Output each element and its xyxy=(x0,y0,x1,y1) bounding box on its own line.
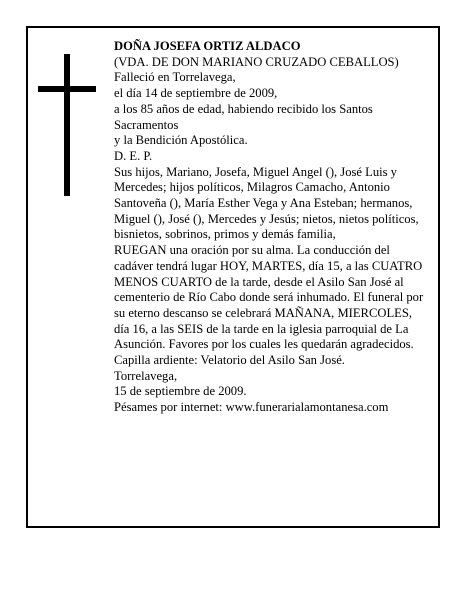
age-sacraments-line: a los 85 años de edad, habiendo recibido los Santos Sacramentos xyxy=(114,101,373,132)
family-paragraph: Sus hijos, Mariano, Josefa, Miguel Angel (), José Luis y Mercedes; hijos políticos, Milagros Camacho, Antonio Santoveña (), María Esther Vega y Ana Esteban; hermanos, Miguel (), José (), Mercedes y Jesús; nietos, nietos políticos, bisnietos, sobrinos, primos y demás familia, xyxy=(114,164,419,242)
city-line: Torrelavega, xyxy=(114,368,178,383)
chapel-line: Capilla ardiente: Velatorio del Asilo San José. xyxy=(114,353,345,368)
cross-icon-vertical-bar xyxy=(64,54,70,196)
publication-date-line: 15 de septiembre de 2009. xyxy=(114,384,247,399)
date-of-death-line: el día 14 de septiembre de 2009, xyxy=(114,86,278,101)
deceased-name: DOÑA JOSEFA ORTIZ ALDACO xyxy=(114,39,301,53)
cross-icon-horizontal-bar xyxy=(38,86,96,92)
condolences-line: Pésames por internet: www.funerarialamontanesa.com xyxy=(114,400,389,415)
widow-of-line: (VDA. DE DON MARIANO CRUZADO CEBALLOS) xyxy=(114,54,399,69)
request-paragraph: RUEGAN una oración por su alma. La conducción del cadáver tendrá lugar HOY, MARTES, día 15, a las CUATRO MENOS CUARTO de la tarde, desde el Asilo San José al cementerio de Río Cabo donde será inhumado. El funeral por su eterno descanso se celebrará MAÑANA, MIERCOLES, día 16, a las SEIS de la tarde en la iglesia parroquial de La Asunción. Favores por los cuales les quedarán agradecidos. xyxy=(114,243,424,352)
obituary-text xyxy=(114,39,428,416)
died-in-line: Falleció en Torrelavega, xyxy=(114,70,236,85)
blessing-line: y la Bendición Apostólica. xyxy=(114,133,248,148)
rip-line: D. E. P. xyxy=(114,148,153,163)
